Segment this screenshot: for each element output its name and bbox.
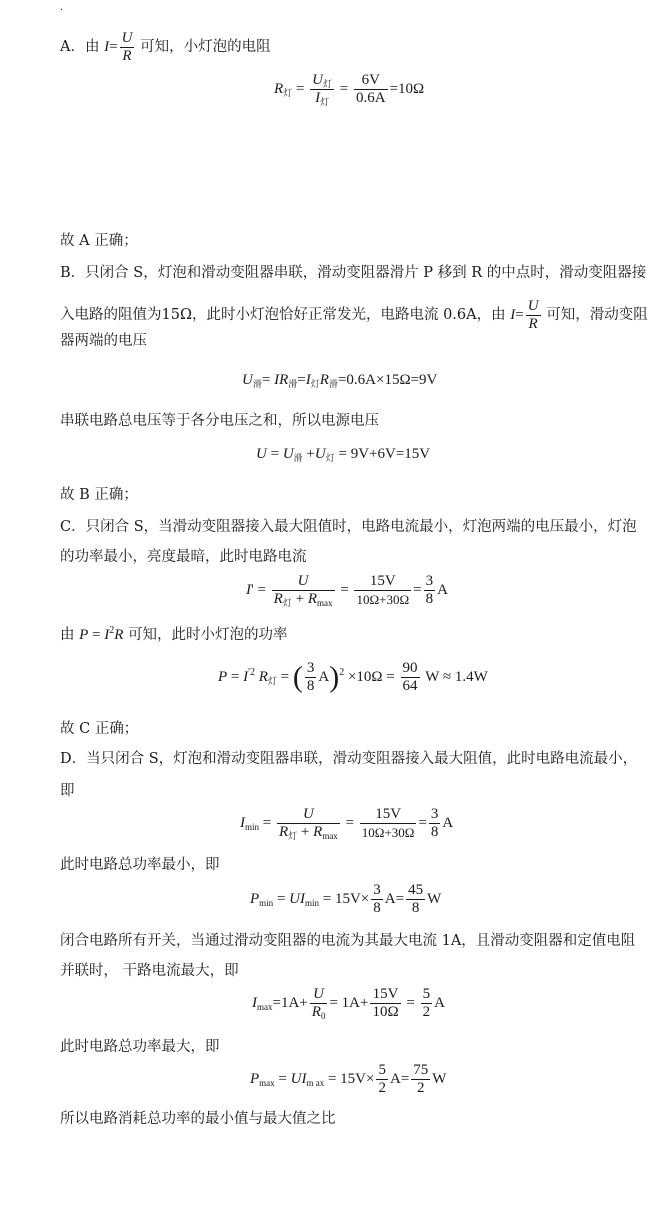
d-line-2: 即 — [60, 783, 75, 799]
b-line-2-suffix: 可知，滑动变阻 — [546, 306, 648, 323]
c-line-1: C．只闭合 S，当滑动变阻器接入最大阻值时，电路电流最小，灯泡两端的电压最小，灯泡 — [60, 519, 637, 535]
d-line-6: 此时电路总功率最大，即 — [60, 1039, 220, 1055]
d-line-5: 并联时， 干路电流最大，即 — [60, 963, 239, 979]
a-intro-prefix: A．由 — [60, 38, 100, 55]
a-intro — [60, 30, 271, 65]
b-conclusion: 故 B 正确； — [60, 487, 138, 503]
equation-b-slider-voltage: $U_滑= IR_滑=I_灯R_滑=0.6A\times 15\Omega=9V$ — [242, 372, 438, 389]
d-line-7: 所以电路消耗总功率的最小值与最大值之比 — [60, 1111, 336, 1127]
d-line-3: 此时电路总功率最小，即 — [60, 857, 220, 873]
b-line-4: 串联电路总电压等于各分电压之和，所以电源电压 — [60, 413, 379, 429]
equation-d-min-power: $P_{min} = UI_{min} = 15V\times$ $\frac{3}{8}$ A= $\frac{45}{8}$ W — [250, 882, 442, 916]
equation-d-max-current: $I_{max}=1A+$ $\frac{U}{R_0}$ = 1A+ $\frac{15V}{10\Omega}$ = $\frac{5}{2}$ A — [252, 986, 445, 1021]
d-line-4: 闭合电路所有开关，当通过滑动变阻器的电流为其最大电流 1A，且滑动变阻器和定值电阻 — [60, 933, 636, 949]
c-conclusion: 故 C 正确； — [60, 721, 139, 737]
c-line-3-prefix: 由 — [60, 627, 75, 643]
equation-d-min-current: $I_{min}$ = $\frac{U}{R_灯 + R_{max}}$ = $\frac{15V}{10\Omega+30\Omega}$ = $\frac{3}{8}$ A — [240, 806, 454, 841]
b-line-2 — [60, 298, 648, 333]
c-line-2: 的功率最小，亮度最暗，此时电路电流 — [60, 549, 307, 565]
d-line-1: D．当只闭合 S，灯泡和滑动变阻器串联，滑动变阻器接入最大阻值，此时电路电流最小， — [60, 751, 638, 767]
c-line-3 — [60, 626, 288, 644]
corner-dot: . — [60, 2, 64, 13]
c-inline-formula: $P = I^2R$ — [79, 625, 124, 643]
equation-c-current: I' = $\frac{U}{R_灯 + R_{max}}$ = $\frac{15V}{10\Omega+30\Omega}$ = $\frac{3}{8}$ A — [246, 573, 448, 608]
a-intro-suffix: 可知，小灯泡的电阻 — [140, 38, 271, 55]
b-inline-formula: I= $\frac{U}{R}$ — [510, 298, 539, 332]
equation-a-resistance: $R_灯$ = $\frac{U_灯}{I_灯}$ = $\frac{6V}{0.6A}$ =10Ω — [274, 72, 425, 107]
b-line-2-prefix: 入电路的阻值为15Ω，此时小灯泡恰好正常发光，电路电流 0.6A，由 — [60, 306, 506, 323]
equation-d-max-power: $P_{max} = UI_{m ax} = 15V\times$ $\frac{5}{2}$ A= $\frac{75}{2}$ W — [250, 1062, 447, 1096]
equation-b-source-voltage: $U = U_滑 +U_灯 = 9V+6V=15V$ — [256, 446, 431, 463]
b-line-1: B．只闭合 S，灯泡和滑动变阻器串联，滑动变阻器滑片 P 移到 R 的中点时，滑动变阻器接 — [60, 265, 647, 281]
a-inline-formula: I= $\frac{U}{R}$ — [104, 30, 133, 64]
a-conclusion: 故 A 正确； — [60, 233, 138, 249]
c-line-3-suffix: 可知，此时小灯泡的功率 — [128, 627, 288, 643]
equation-c-power: $P = I^{'2}$ $R_灯$ = ( $\frac{3}{8}$ A)$^2$ ×10Ω = $\frac{90}{64}$ W ≈ 1.4W — [218, 660, 488, 694]
b-line-3: 器两端的电压 — [60, 333, 147, 349]
